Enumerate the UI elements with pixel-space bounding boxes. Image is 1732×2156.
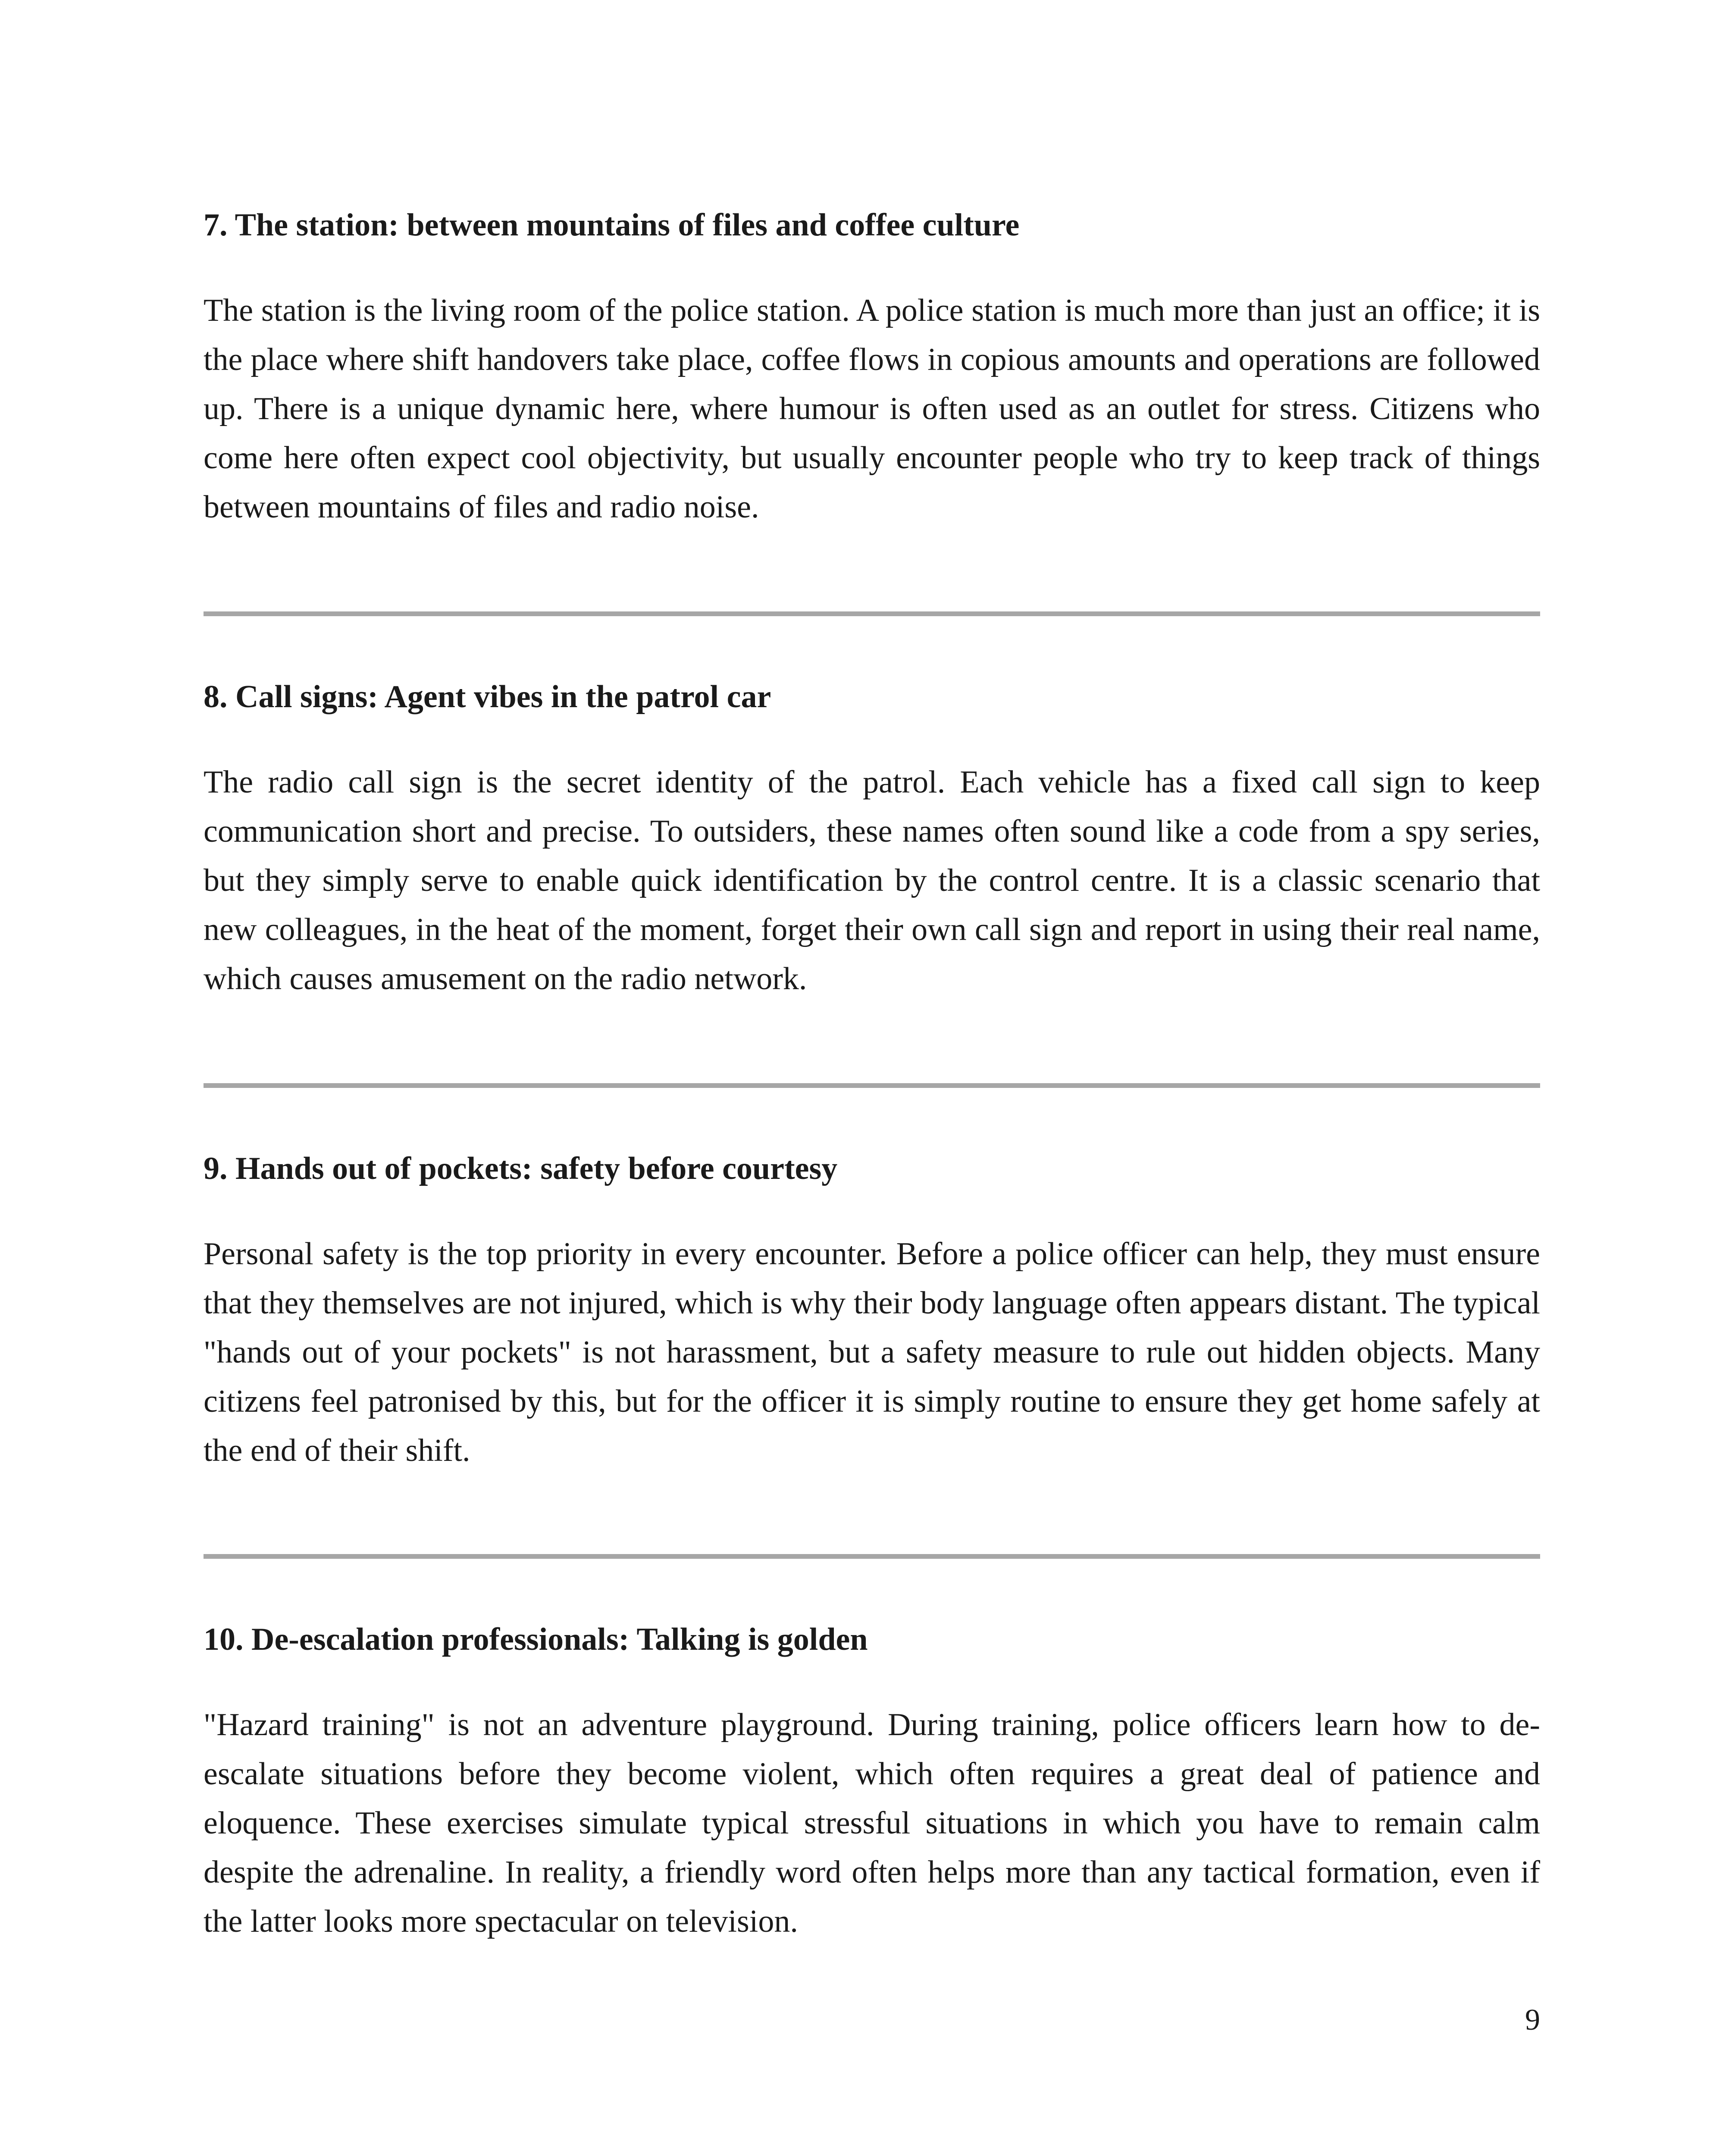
section-divider (204, 1554, 1540, 1559)
section-heading: 9. Hands out of pockets: safety before courtesy (204, 1151, 838, 1186)
section-body: The station is the living room of the police station. A police station is much more than just an office; it is the place where shift handovers take place, coffee flows in copious amounts and operations are followed up. There is a unique dynamic here, where humour is often used as an outlet for stress. Citizens who come here often expect cool objectivity, but usually encounter people who try to keep track of things between mountains of files and radio noise. (204, 292, 1540, 525)
section-7 (204, 206, 1540, 532)
section-10 (204, 1620, 1540, 1946)
section-9 (204, 1150, 1540, 1475)
section-body: "Hazard training" is not an adventure playground. During training, police officers learn how to de-escalate situations before they become violent, which often requires a great deal of patience and eloquence. These exercises simulate typical stressful situations in which you have to remain calm despite the adrenaline. In reality, a friendly word often helps more than any tactical formation, even if the latter looks more spectacular on television. (204, 1707, 1540, 1939)
section-body: Personal safety is the top priority in every encounter. Before a police officer can help, they must ensure that they themselves are not injured, which is why their body language often appears distant. The typical "hands out of your pockets" is not harassment, but a safety measure to rule out hidden objects. Many citizens feel patronised by this, but for the officer it is simply routine to ensure they get home safely at the end of their shift. (204, 1236, 1540, 1468)
page-number: 9 (1525, 2003, 1540, 2037)
section-divider (204, 611, 1540, 616)
section-heading: 7. The station: between mountains of files and coffee culture (204, 207, 1020, 243)
section-8 (204, 678, 1540, 1003)
section-divider (204, 1083, 1540, 1088)
section-body: The radio call sign is the secret identity of the patrol. Each vehicle has a fixed call sign to keep communication short and precise. To outsiders, these names often sound like a code from a spy series, but they simply serve to enable quick identification by the control centre. It is a classic scenario that new colleagues, in the heat of the moment, forget their own call sign and report in using their real name, which causes amusement on the radio network. (204, 764, 1540, 997)
section-heading: 8. Call signs: Agent vibes in the patrol car (204, 679, 771, 714)
section-heading: 10. De-escalation professionals: Talking is golden (204, 1622, 868, 1657)
